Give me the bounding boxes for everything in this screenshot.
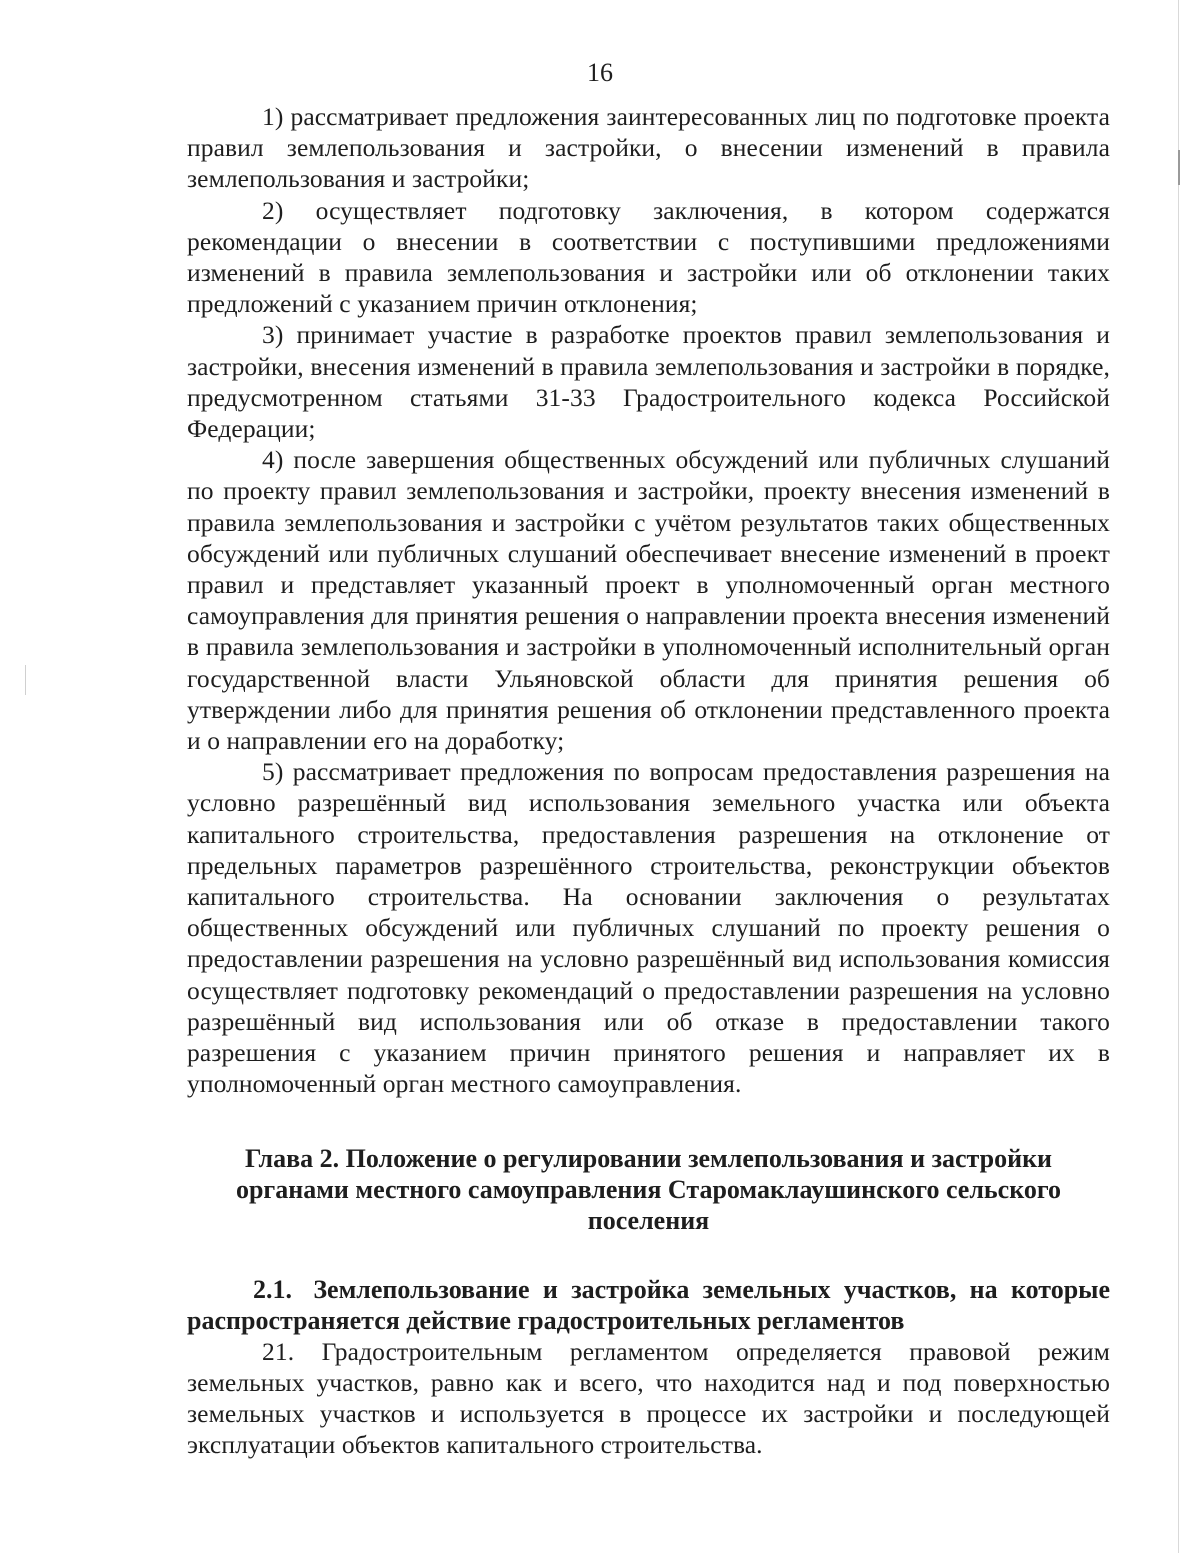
scan-margin-mark bbox=[25, 665, 26, 695]
page-number: 16 bbox=[587, 58, 613, 87]
list-item-3: 3) принимает участие в разработке проектов правил землепользования и застройки, внесения изменений в правила землепользования и застройки в порядке, предусмотренном статьями 31-33 Градостроительного кодекса Российской Федерации; bbox=[187, 320, 1110, 444]
paragraph-21: 21. Градостроительным регламентом определяется правовой режим земельных участков, равно как и всего, что находится над и под поверхностью земельных участков и используется в процессе их застройки и последующей эксплуатации объектов капитального строительства. bbox=[187, 1336, 1110, 1460]
section-number: 2.1. bbox=[253, 1274, 292, 1304]
list-item-2: 2) осуществляет подготовку заключения, в котором содержатся рекомендации о внесении в соответствии с поступившими предложениями изменений в правила землепользования и застройки или об отклонении таких предложений с указанием причин отклонения; bbox=[187, 195, 1110, 319]
section-title: Землепользование и застройка земельных участков, на которые распространяется действие градостроительных регламентов bbox=[187, 1274, 1110, 1335]
page-body bbox=[187, 101, 1110, 1460]
list-item-4: 4) после завершения общественных обсуждений или публичных слушаний по проекту правил землепользования и застройки, проекту внесения изменений в правила землепользования и застройки с учётом результатов таких общественных обсуждений или публичных слушаний обеспечивает внесение изменений в проект правил и представляет указанный проект в уполномоченный орган местного самоуправления для принятия решения о направлении проекта внесения изменений в правила землепользования и застройки в уполномоченный исполнительный орган государственной власти Ульяновской области для принятия решения об утверждении либо для принятия решения об отклонении представленного проекта и о направлении его на доработку; bbox=[187, 445, 1110, 756]
chapter-heading: Глава 2. Положение о регулировании землепользования и застройки органами местного самоуправления Старомаклаушинского сельского поселения bbox=[235, 1143, 1062, 1235]
list-item-5: 5) рассматривает предложения по вопросам предоставления разрешения на условно разрешённый вид использования земельного участка или объекта капитального строительства, предоставления разрешения на отклонение от предельных параметров разрешённого строительства, реконструкции объектов капитального строительства. На основании заключения о результатах общественных обсуждений или публичных слушаний по проекту решения о предоставлении разрешения на условно разрешённый вид использования комиссия осуществляет подготовку рекомендаций о предоставлении разрешения на условно разрешённый вид использования или об отказе в предоставлении такого разрешения с указанием причин принятого решения и направляет их в уполномоченный орган местного самоуправления. bbox=[187, 757, 1110, 1099]
section-heading bbox=[187, 1274, 1110, 1336]
scan-edge-line bbox=[1178, 0, 1179, 1553]
list-item-1: 1) рассматривает предложения заинтересованных лиц по подготовке проекта правил землепользования и застройки, о внесении изменений в правила землепользования и застройки; bbox=[187, 102, 1110, 194]
scan-edge-mark bbox=[1178, 150, 1180, 185]
